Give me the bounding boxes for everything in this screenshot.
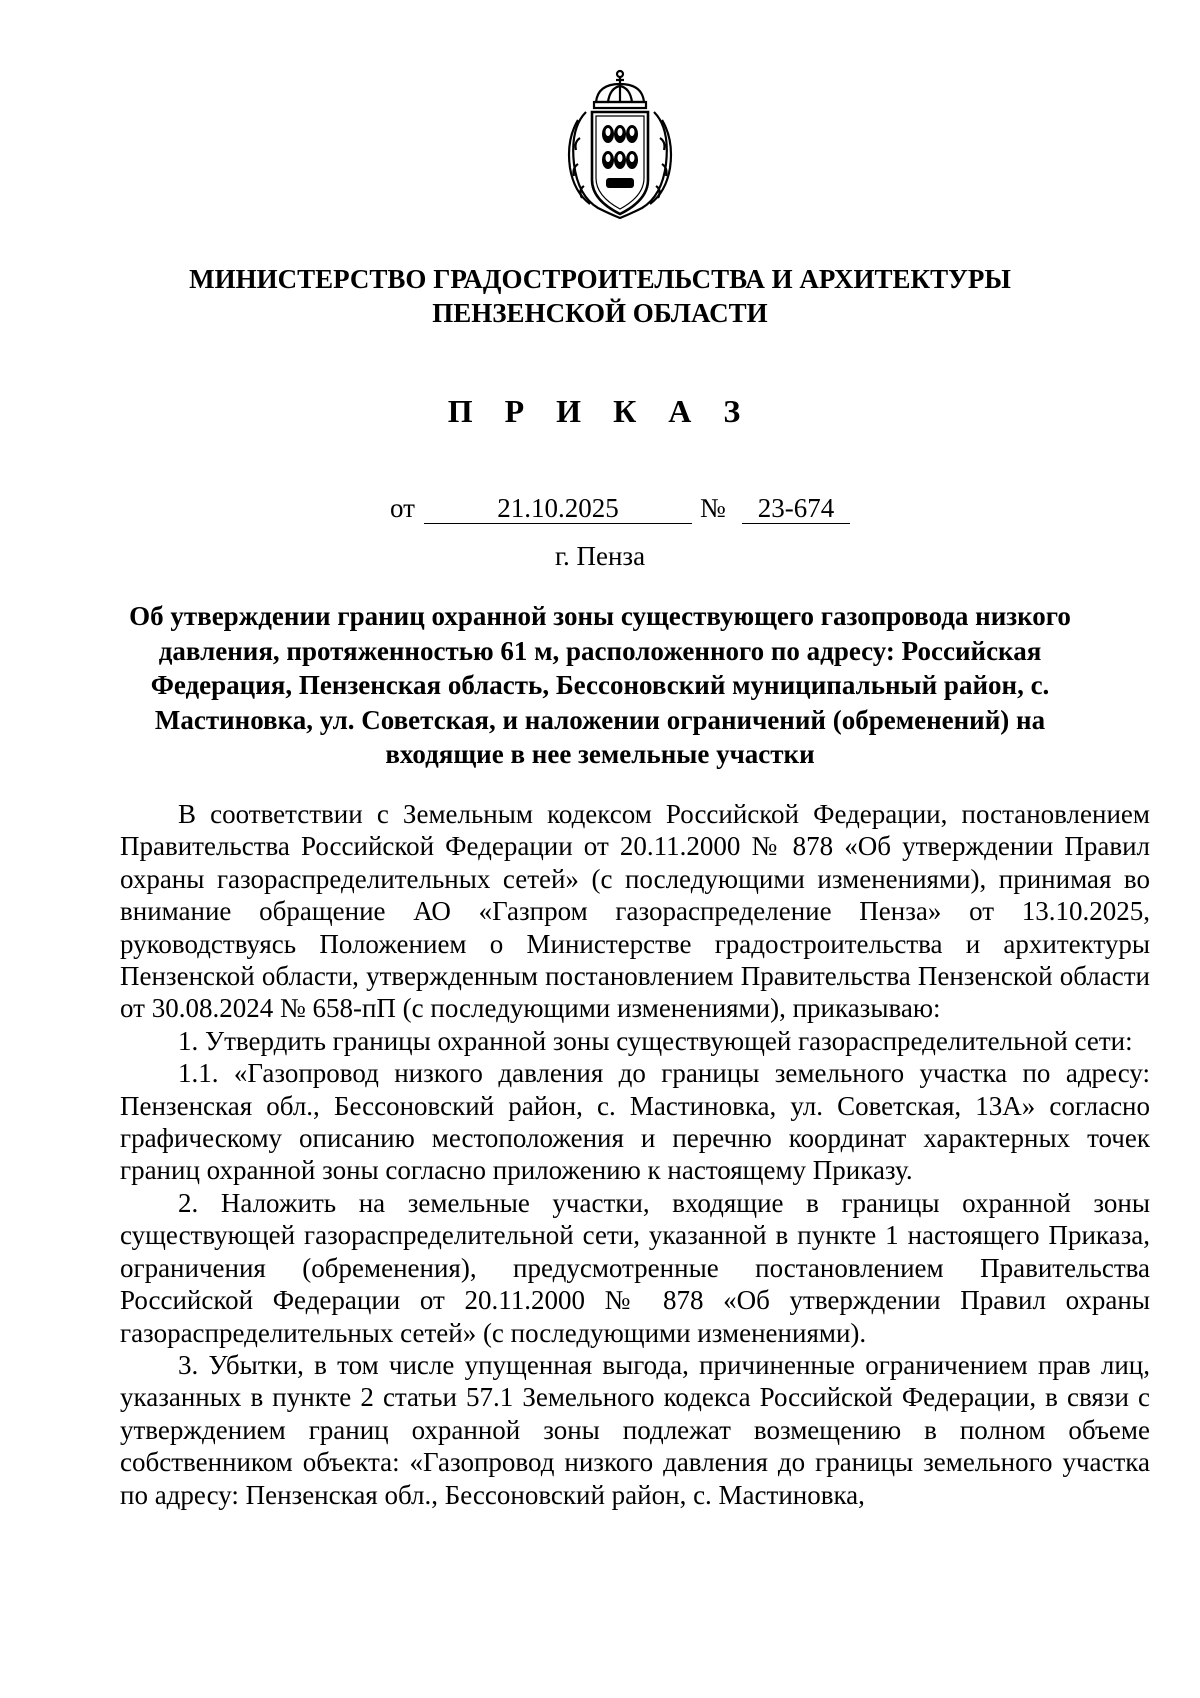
document-type: П Р И К А З — [447, 393, 753, 429]
ministry-name — [120, 262, 1080, 330]
body-paragraph: 1. Утвердить границы охранной зоны существующей газораспределительной сети: — [178, 1025, 1133, 1056]
document-body — [120, 798, 1150, 1511]
document-number: 23-674 — [742, 493, 850, 524]
body-paragraph: В соответствии с Земельным кодексом Российской Федерации, постановлением Правительства Российской Федерации от 20.11.2000 № 878 «Об утверждении Правил охраны газораспределительных сетей» (с последующими изменениями), принимая во внимание обращение АО «Газпром газораспределение Пенза» от 13.10.2025, руководствуясь Положением о Министерстве градостроительства и архитектуры Пензенской области, утвержденным постановлением Правительства Пензенской области от 30.08.2024 № 658-пП (с последующими изменениями), приказываю: — [120, 799, 1150, 1024]
number-label: № — [700, 493, 726, 523]
coat-of-arms-icon — [560, 68, 680, 226]
body-paragraph: 1.1. «Газопровод низкого давления до границы земельного участка по адресу: Пензенская обл., Бессоновский район, с. Мастиновка, ул. Советская, 13А» согласно графическому описанию местоположения и перечню координат характерных точек границ охранной зоны согласно приложению к настоящему Приказу. — [120, 1058, 1150, 1186]
document-date: 21.10.2025 — [424, 493, 692, 524]
ministry-line-1: МИНИСТЕРСТВО ГРАДОСТРОИТЕЛЬСТВА И АРХИТЕКТУРЫ — [189, 264, 1011, 294]
ministry-line-2: ПЕНЗЕНСКОЙ ОБЛАСТИ — [432, 298, 768, 328]
body-paragraph: 2. Наложить на земельные участки, входящие в границы охранной зоны существующей газораспределительной сети, указанной в пункте 1 настоящего Приказа, ограничения (обременения), предусмотренные постановлением Правительства Российской Федерации от 20.11.2000 № 878 «Об утверждении Правил охраны газораспределительных сетей» (с последующими изменениями). — [120, 1187, 1150, 1348]
document-title: Об утверждении границ охранной зоны существующего газопровода низкого давления, протяженностью 61 м, расположенного по адресу: Российская Федерация, Пензенская область, Бессоновский муниципальный район, с. Мастиновка, ул. Советская, и наложении ограничений (обременений) на входящие в нее земельные участки — [129, 601, 1071, 769]
city: г. Пенза — [554, 541, 646, 571]
body-paragraph: 3. Убытки, в том числе упущенная выгода, причиненные ограничением прав лиц, указанных в пункте 2 статьи 57.1 Земельного кодекса Российской Федерации, в связи с утверждением границ охранной зоны подлежат возмещению в полном объеме собственником объекта: «Газопровод низкого давления до границы земельного участка по адресу: Пензенская обл., Бессоновский район, с. Мастиновка, — [120, 1349, 1150, 1510]
date-label: от — [390, 493, 415, 523]
